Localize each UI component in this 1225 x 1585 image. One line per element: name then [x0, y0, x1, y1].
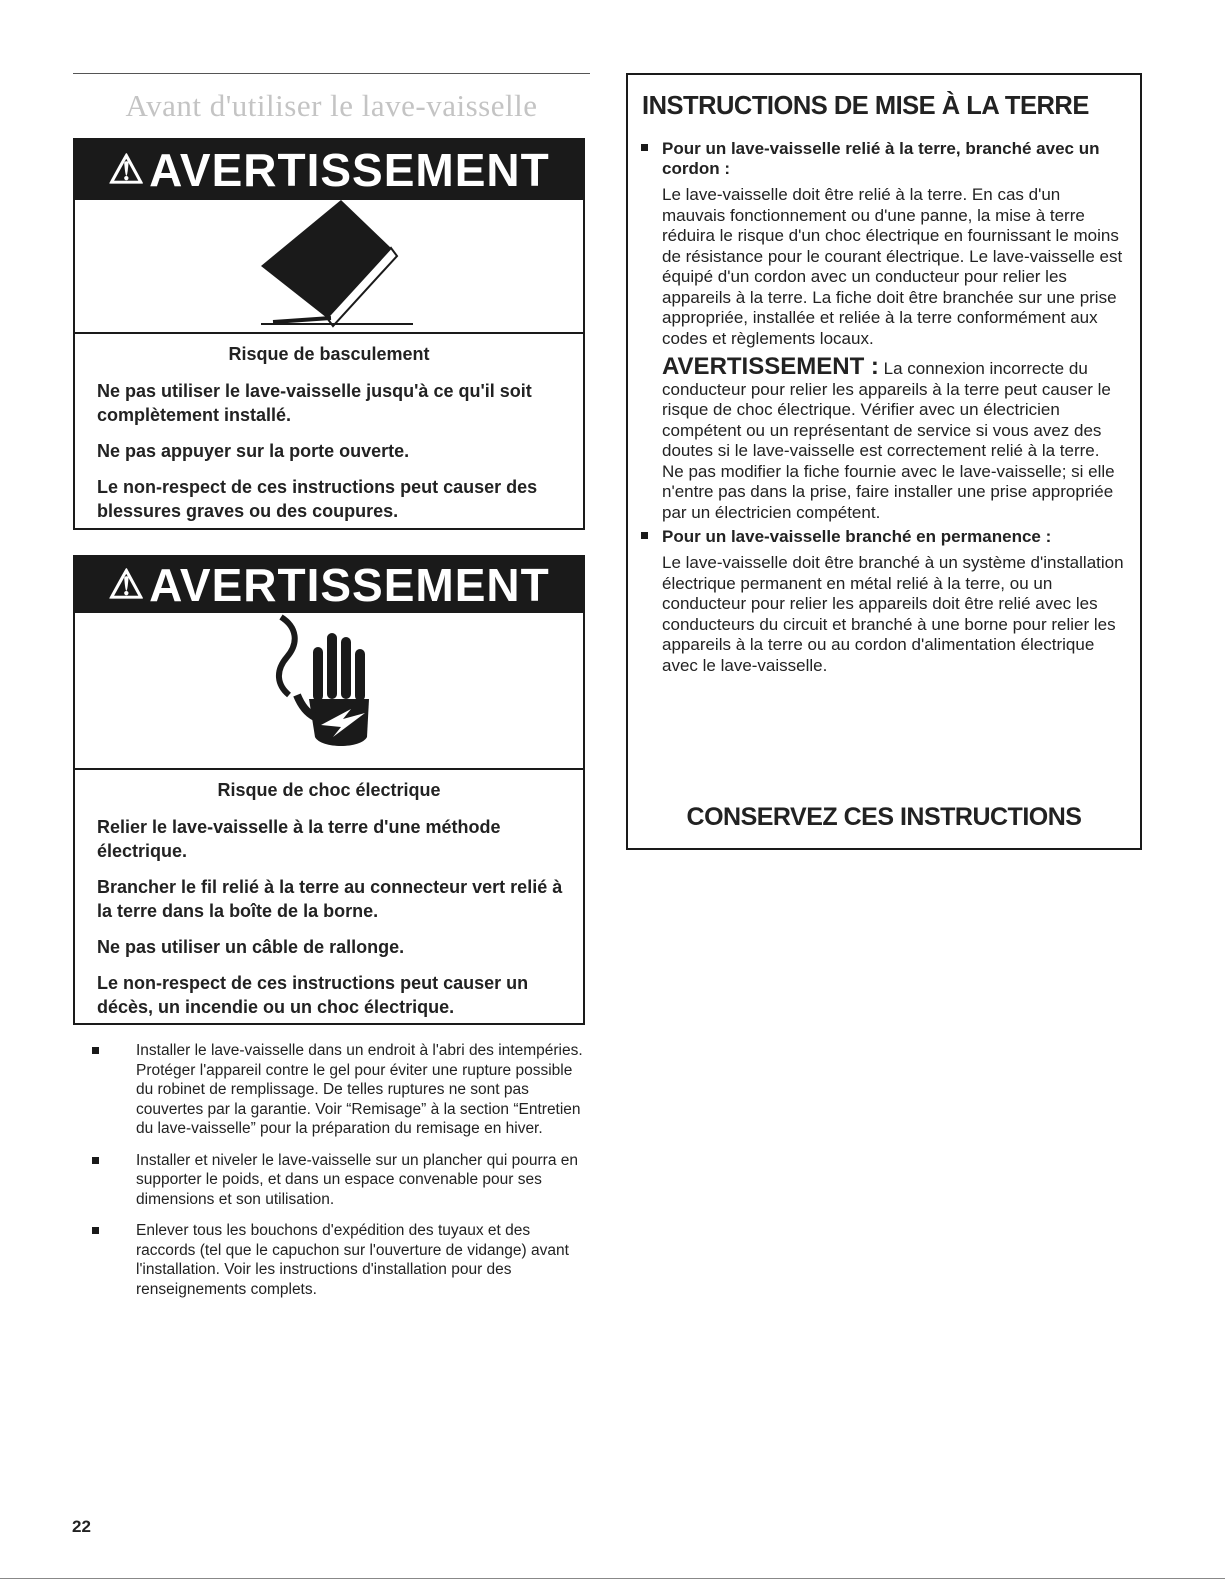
section-title: Avant d'utiliser le lave-vaisselle: [125, 88, 538, 123]
tip-over-pictogram-area: [75, 200, 583, 334]
permanent-section-title-text: Pour un lave-vaisselle branché en permanence :: [662, 527, 1052, 546]
warning-line: Brancher le fil relié à la terre au connecteur vert relié à la terre dans la boîte de la borne.: [97, 877, 563, 921]
warning-box-tip-over: [73, 138, 585, 530]
warning-triangle-icon: ⚠: [108, 148, 146, 192]
warning-line: Le non-respect de ces instructions peut causer des blessures graves ou des coupures.: [97, 477, 538, 521]
bullet-square-icon: [92, 1157, 99, 1164]
grounding-warning: [662, 353, 1124, 523]
list-item: [126, 1221, 592, 1299]
page-number: 22: [72, 1517, 91, 1536]
installation-bullets: [126, 1041, 592, 1311]
permanent-section-text: Le lave-vaisselle doit être branché à un système d'installation électrique permanent en métal relié à la terre, ou un conducteur pour relier les appareils doit être relié avec les conducteurs du circuit et branché à une borne pour relier les appareils à la terre ou au cordon d'alimentation électrique avec le lave-vaisselle.: [662, 553, 1124, 675]
cord-section-title-text: Pour un lave-vaisselle relié à la terre, branché avec un cordon :: [662, 139, 1100, 178]
bullet-square-icon: [92, 1047, 99, 1054]
cord-section-text: Le lave-vaisselle doit être relié à la terre. En cas d'un mauvais fonctionnement ou d'une panne, la mise à terre réduira le risque d'un choc électrique en fournissant le moins de résistance pour le courant électrique. Le lave-vaisselle est équipé d'un cordon avec un conducteur pour relier les appareils à la terre. La fiche doit être branchée sur une prise appropriée, installée et reliée à la terre conformément aux codes et règlements locaux.: [662, 185, 1123, 348]
risk-title: Risque de basculement: [228, 344, 430, 364]
grounding-warning-text: La connexion incorrecte du conducteur pour relier les appareils à la terre peut causer le risque de choc électrique. Vérifier avec un électricien compétent ou un représentant de service si vous avez des doutes si le lave-vaisselle est correctement relié à la terre. Ne pas modifier la fiche fournie avec le lave-vaisselle; si elle n'entre pas dans la prise, faire installer une prise appropriée par un électricien compétent.: [662, 359, 1115, 522]
list-item: [126, 1041, 592, 1139]
warning-line: Relier le lave-vaisselle à la terre d'une méthode électrique.: [97, 817, 501, 861]
risk-title: Risque de choc électrique: [217, 780, 441, 800]
warning-header: [75, 557, 583, 613]
bullet-square-icon: [641, 532, 648, 539]
save-instructions-heading: CONSERVEZ CES INSTRUCTIONS: [686, 803, 1082, 831]
grounding-warning-lead: AVERTISSEMENT :: [662, 353, 879, 380]
warning-line: Ne pas utiliser un câble de rallonge.: [97, 937, 405, 957]
bullet-square-icon: [92, 1227, 99, 1234]
electric-shock-pictogram-area: [75, 613, 583, 770]
warning-line: Ne pas appuyer sur la porte ouverte.: [97, 441, 410, 461]
warning-line: Le non-respect de ces instructions peut causer un décès, un incendie ou un choc électrique.: [97, 973, 529, 1017]
bullet-square-icon: [641, 144, 648, 151]
warning-header-label: AVERTISSEMENT: [149, 144, 550, 196]
tip-over-icon: [75, 200, 583, 332]
grounding-heading: INSTRUCTIONS DE MISE À LA TERRE: [642, 92, 1089, 120]
list-item-text: Installer le lave-vaisselle dans un endroit à l'abri des intempéries. Protéger l'appareil contre le gel pour éviter une rupture possible du robinet de remplissage. De telles ruptures ne sont pas couvertes par la garantie. Voir “Remisage” à la section “Entretien du lave-vaisselle” pour la préparation du remisage en hiver.: [136, 1042, 583, 1137]
bottom-rule: [0, 1578, 1225, 1579]
electric-shock-hand-icon: [75, 613, 583, 768]
top-rule: [73, 73, 590, 74]
grounding-content: [662, 139, 1124, 676]
warning-header-label: AVERTISSEMENT: [149, 559, 550, 611]
warning-box-electric-shock: [73, 555, 585, 1025]
warning-triangle-icon: ⚠: [108, 563, 146, 607]
warning-header: [75, 140, 583, 200]
permanent-section-title: [662, 527, 1124, 547]
warning-line: Ne pas utiliser le lave-vaisselle jusqu'à ce qu'il soit complètement installé.: [97, 381, 532, 425]
list-item: [126, 1151, 592, 1210]
cord-section-title: [662, 139, 1124, 179]
list-item-text: Installer et niveler le lave-vaisselle sur un plancher qui pourra en supporter le poids, et dans un espace convenable pour ses dimensions et son utilisation.: [136, 1151, 578, 1208]
list-item-text: Enlever tous les bouchons d'expédition des tuyaux et des raccords (tel que le capuchon sur l'ouverture de vidange) avant l'installation. Voir les instructions d'installation pour des renseignements complets.: [136, 1222, 569, 1298]
